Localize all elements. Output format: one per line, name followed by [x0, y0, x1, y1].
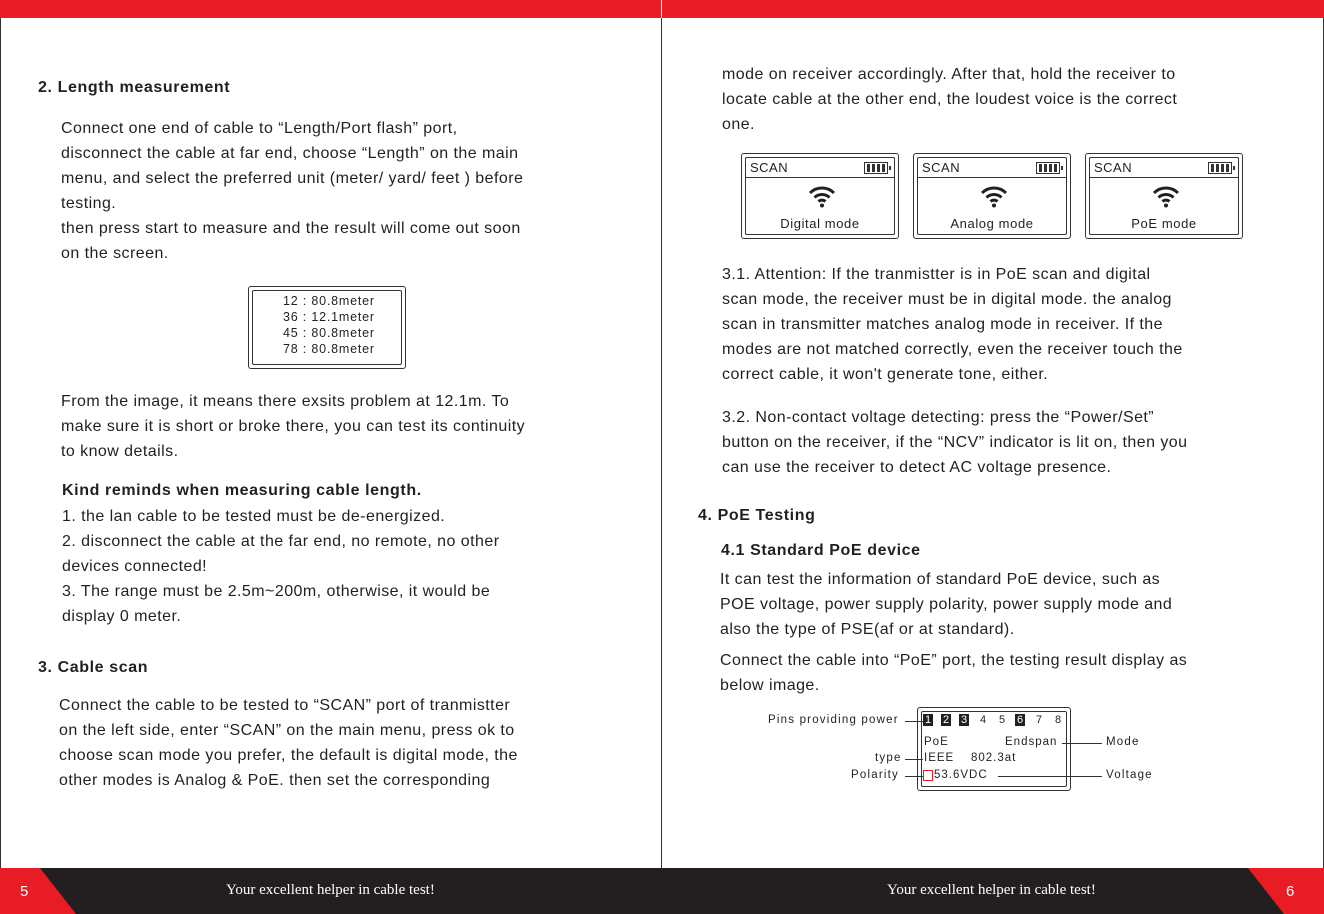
right-page-number: 6 [1286, 883, 1295, 900]
reminder-list: 1. the lan cable to be tested must be de-energized. 2. disconnect the cable at the far end, no remote, no other devices connected! 3. The range must be 2.5m~200m, otherwise, it would be display 0 meter. [62, 508, 500, 625]
length-explanation: From the image, it means there exsits problem at 12.1m. To make sure it is short or broke there, you can test its continuity to know details. [61, 393, 526, 460]
section-2-heading: 2. Length measurement [38, 79, 231, 96]
section-3-heading: 3. Cable scan [38, 659, 149, 676]
left-page-number: 5 [20, 883, 29, 900]
wifi-signal-icon [1153, 184, 1179, 208]
right-footer-slogan: Your excellent helper in cable test! [887, 882, 1096, 898]
poe-type-value: IEEE 802.3at [924, 752, 1017, 764]
poe-mode-value: Endspan [1005, 736, 1058, 748]
scan-screen-poe [1085, 153, 1243, 239]
top-red-bar [0, 0, 1324, 18]
section-4-heading: 4. PoE Testing [698, 507, 816, 524]
scan-screen-title: SCAN [750, 160, 789, 175]
section-4-1-heading: 4.1 Standard PoE device [721, 542, 921, 559]
pin-5: 5 [998, 714, 1006, 726]
pin-2: 2 [942, 714, 950, 726]
wifi-signal-icon [809, 184, 835, 208]
left-page-border [0, 18, 1, 868]
callout-voltage: Voltage [1106, 769, 1153, 781]
length-instructions: Connect one end of cable to “Length/Port flash” port, disconnect the cable at far end, choose “Length” on the main menu, and select the preferred unit (meter/ yard/ feet ) before testing. then press start to measure and the result will come out soon on the screen. [61, 120, 524, 262]
poe-voltage-value: 53.6VDC [934, 769, 988, 781]
footer-bar [0, 868, 1324, 914]
length-result-lines: 12 : 80.8meter 36 : 12.1meter 45 : 80.8meter 78 : 80.8meter [283, 294, 375, 356]
callout-pins-line [905, 721, 923, 722]
callout-polarity-line [905, 776, 923, 777]
callout-type-line [905, 759, 923, 760]
callout-mode-line [1062, 743, 1102, 744]
cable-scan-instructions: Connect the cable to be tested to “SCAN” port of tranmistter on the left side, enter “SCAN” on the main menu, press ok to choose scan mode you prefer, the default is digital mode, the other modes is Analog & PoE. then set the corresponding [59, 697, 518, 789]
poe-label: PoE [924, 736, 949, 748]
callout-mode: Mode [1106, 736, 1140, 748]
scan-screen-analog [913, 153, 1071, 239]
scan-continuation: mode on receiver accordingly. After that, hold the receiver to locate cable at the other end, the loudest voice is the correct one. [722, 66, 1178, 133]
ncv-note: 3.2. Non-contact voltage detecting: press the “Power/Set” button on the receiver, if the “NCV” indicator is lit on, then you can use the receiver to detect AC voltage presence. [722, 409, 1188, 476]
callout-type: type [875, 752, 902, 764]
pin-7: 7 [1035, 714, 1043, 726]
scan-mode-label: Analog mode [950, 216, 1034, 231]
callout-voltage-line [998, 776, 1102, 777]
pin-3: 3 [960, 714, 968, 726]
left-footer-slogan: Your excellent helper in cable test! [226, 882, 435, 898]
battery-icon [864, 162, 888, 174]
length-result-screen [248, 286, 406, 369]
callout-pins: Pins providing power [768, 714, 899, 726]
page-spine [661, 18, 662, 868]
callout-polarity: Polarity [851, 769, 899, 781]
attention-note: 3.1. Attention: If the tranmistter is in PoE scan and digital scan mode, the receiver must be in digital mode. the analog scan in transmitter matches analog mode in receiver. If the modes are not matched correctly, even the receiver touch the correct cable, it won't generate tone, either. [722, 266, 1183, 383]
scan-mode-label: PoE mode [1131, 216, 1197, 231]
wifi-signal-icon [981, 184, 1007, 208]
reminder-heading: Kind reminds when measuring cable length. [62, 482, 422, 499]
pin-1: 1 [924, 714, 932, 726]
scan-screen-digital [741, 153, 899, 239]
pin-4: 4 [979, 714, 987, 726]
battery-icon [1036, 162, 1060, 174]
battery-icon [1208, 162, 1232, 174]
scan-screen-title: SCAN [1094, 160, 1133, 175]
pin-8: 8 [1054, 714, 1062, 726]
poe-connect-instructions: Connect the cable into “PoE” port, the testing result display as below image. [720, 652, 1188, 694]
scan-mode-label: Digital mode [780, 216, 860, 231]
polarity-marker [923, 770, 933, 781]
top-bar-divider [661, 0, 662, 18]
poe-description: It can test the information of standard PoE device, such as POE voltage, power supply polarity, power supply mode and also the type of PSE(af or at standard). [720, 571, 1173, 638]
scan-screen-title: SCAN [922, 160, 961, 175]
pin-6: 6 [1016, 714, 1024, 726]
